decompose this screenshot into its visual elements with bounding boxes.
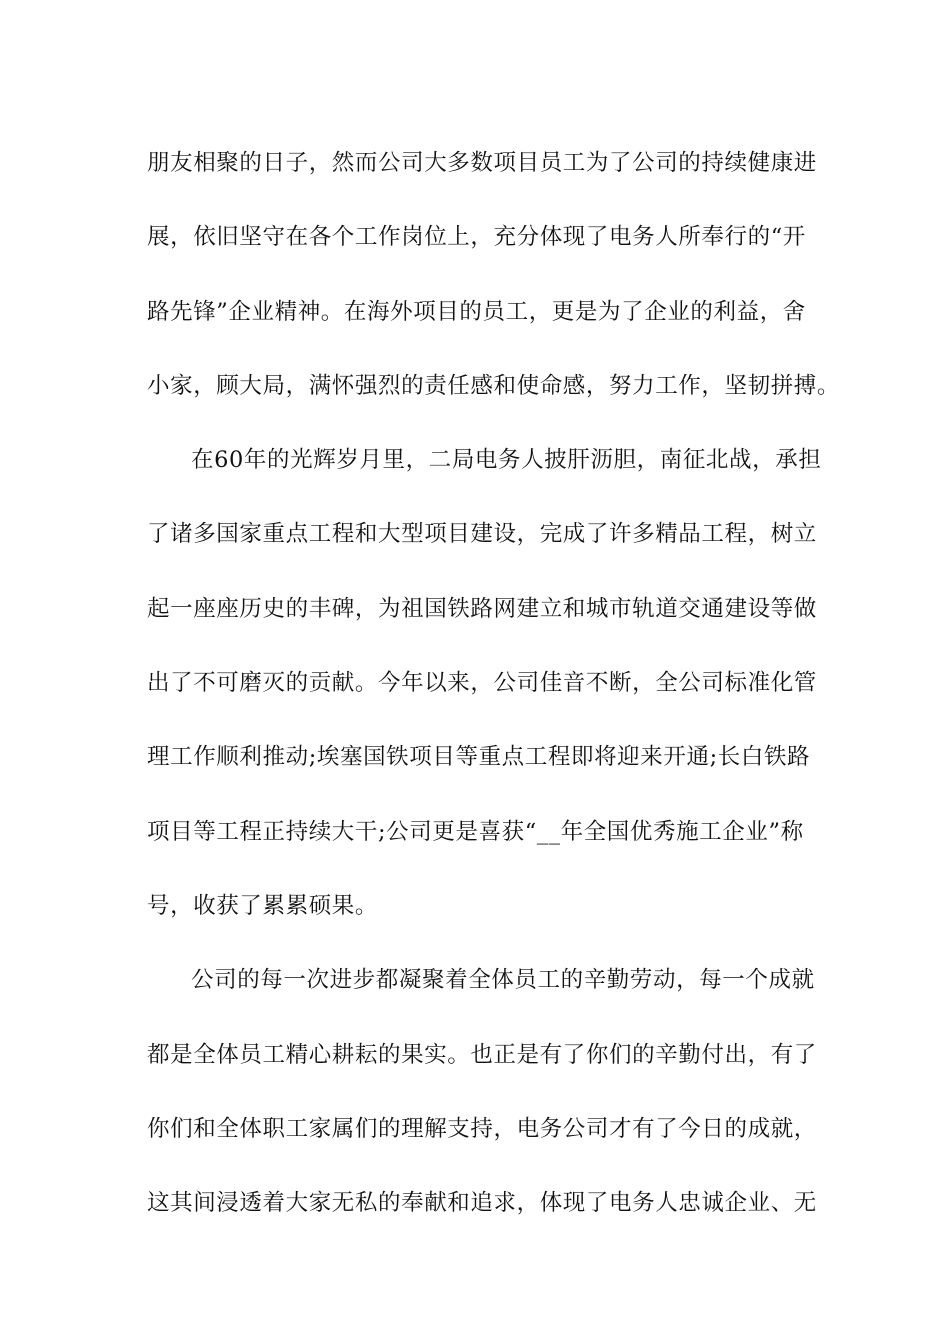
paragraph-start-line: 在60年的光辉岁月里，二局电务人披肝沥胆，南征北战，承担 xyxy=(191,447,822,474)
text-line: 出了不可磨灭的贡献。今年以来，公司佳音不断，全公司标准化管 xyxy=(147,670,817,697)
text-line: 朋友相聚的日子，然而公司大多数项目员工为了公司的持续健康进 xyxy=(147,150,817,176)
text-line: 项目等工程正持续大干;公司更是喜获“__年全国优秀施工企业”称 xyxy=(147,818,804,845)
text-line: 你们和全体职工家属们的理解支持，电务公司才有了今日的成就， xyxy=(147,1115,817,1142)
text-line: 都是全体员工精心耕耘的果实。也正是有了你们的辛勤付出，有了 xyxy=(147,1041,817,1068)
paragraph-start-line: 公司的每一次进步都凝聚着全体员工的辛勤劳动，每一个成就 xyxy=(191,967,815,994)
text-line: 路先锋”企业精神。在海外项目的员工，更是为了企业的利益，舍 xyxy=(147,298,806,325)
text-line: 号，收获了累累硕果。 xyxy=(147,892,379,919)
text-line: 理工作顺利推动;埃塞国铁项目等重点工程即将迎来开通;长白铁路 xyxy=(147,744,811,771)
text-line: 这其间浸透着大家无私的奉献和追求，体现了电务人忠诚企业、无 xyxy=(147,1190,817,1217)
text-line: 小家，顾大局，满怀强烈的责任感和使命感，努力工作，坚韧拼搏。 xyxy=(147,372,841,399)
text-line: 起一座座历史的丰碑，为祖国铁路网建立和城市轨道交通建设等做 xyxy=(147,595,817,622)
body-text xyxy=(147,126,841,1240)
text-line: 了诸多国家重点工程和大型项目建设，完成了许多精品工程，树立 xyxy=(147,521,817,548)
text-line: 展，依旧坚守在各个工作岗位上，充分体现了电务人所奉行的“开 xyxy=(147,224,806,251)
